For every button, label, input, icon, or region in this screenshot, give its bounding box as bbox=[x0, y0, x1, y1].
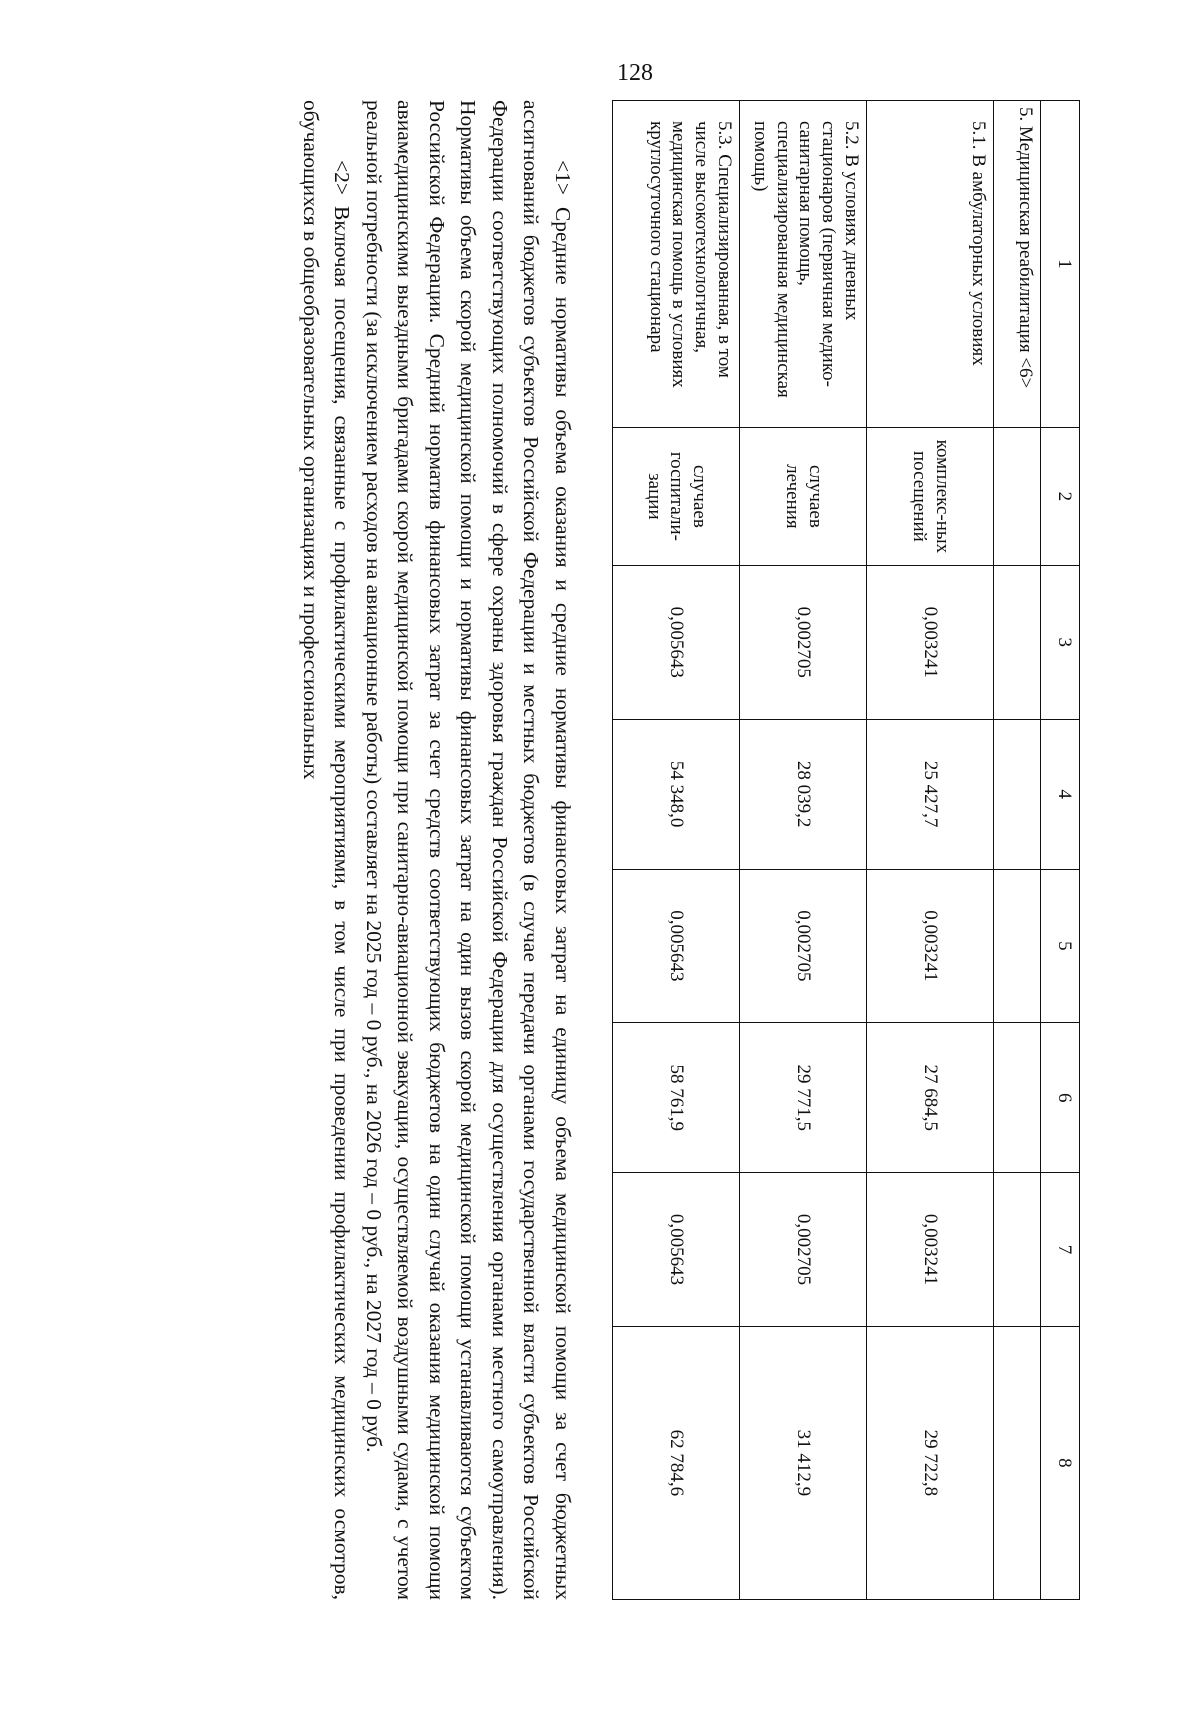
rotated-content bbox=[160, 100, 1080, 1600]
empty-cell bbox=[994, 719, 1041, 869]
cell-col3: 0,002705 bbox=[740, 566, 867, 720]
cell-col6: 58 761,9 bbox=[613, 1023, 740, 1173]
table-row bbox=[867, 101, 994, 1600]
table-row bbox=[613, 101, 740, 1600]
header-cell-5: 5 bbox=[1041, 869, 1080, 1023]
cell-col5: 0,005643 bbox=[613, 869, 740, 1023]
cell-col4: 28 039,2 bbox=[740, 719, 867, 869]
header-cell-4: 4 bbox=[1041, 719, 1080, 869]
cell-col4: 25 427,7 bbox=[867, 719, 994, 869]
header-cell-2: 2 bbox=[1041, 427, 1080, 565]
row-unit: случаев госпитали-зации bbox=[613, 427, 740, 565]
cell-col6: 27 684,5 bbox=[867, 1023, 994, 1173]
row-name: 5.1. В амбулаторных условиях bbox=[867, 101, 994, 428]
cell-col5: 0,003241 bbox=[867, 869, 994, 1023]
row-unit: случаев лечения bbox=[740, 427, 867, 565]
row-unit: комплекс-ных посещений bbox=[867, 427, 994, 565]
cell-col3: 0,005643 bbox=[613, 566, 740, 720]
header-cell-6: 6 bbox=[1041, 1023, 1080, 1173]
footnote-2: <2> Включая посещения, связанные с профилактическими мероприятиями, в том числе при проведении профилактических медицинских осмотров, обучающихся в общеобразовательных организациях и профессиональных bbox=[299, 100, 355, 1600]
cell-col4: 54 348,0 bbox=[613, 719, 740, 869]
header-cell-1: 1 bbox=[1041, 101, 1080, 428]
table-header-row bbox=[1041, 101, 1080, 1600]
section-row bbox=[994, 101, 1041, 1600]
footnotes bbox=[295, 100, 579, 1600]
cell-col6: 29 771,5 bbox=[740, 1023, 867, 1173]
empty-cell bbox=[994, 1173, 1041, 1327]
row-name: 5.2. В условиях дневных стационаров (первичная медико-санитарная помощь, специализированная медицинская помощь) bbox=[740, 101, 867, 428]
header-cell-3: 3 bbox=[1041, 566, 1080, 720]
section-title: 5. Медицинская реабилитация <6> bbox=[994, 101, 1041, 428]
table-row bbox=[740, 101, 867, 1600]
empty-cell bbox=[994, 1326, 1041, 1599]
empty-cell bbox=[994, 869, 1041, 1023]
cell-col5: 0,002705 bbox=[740, 869, 867, 1023]
cell-col3: 0,003241 bbox=[867, 566, 994, 720]
cell-col7: 0,002705 bbox=[740, 1173, 867, 1327]
footnote-1: <1> Средние нормативы объема оказания и средние нормативы финансовых затрат на единицу объема медицинской помощи за счет бюджетных ассигнований бюджетов субъектов Российской Федерации и местных бюджетов (в случае передачи органами государственной власти субъектов Российской Федерации соответствующих полномочий в сфере охраны здоровья граждан Российской Федерации для осуществления органами местного самоуправления). Нормативы объема скорой медицинской помощи и нормативы финансовых затрат на один вызов скорой медицинской помощи устанавливаются субъектом Российской Федерации. Средний норматив финансовых затрат за счет средств соответствующих бюджетов на один случай оказания медицинской помощи авиамедицинскими выездными бригадами скорой медицинской помощи при санитарно-авиационной эвакуации, осуществляемой воздушными судами, с учетом реальной потребности (за исключением расходов на авиационные работы) составляет на 2025 год – 0 руб., на 2026 год – 0 руб., на 2027 год – 0 руб. bbox=[362, 100, 575, 1600]
page-number: 128 bbox=[617, 60, 653, 86]
cell-col8: 31 412,9 bbox=[740, 1326, 867, 1599]
cell-col7: 0,005643 bbox=[613, 1173, 740, 1327]
norms-table bbox=[612, 100, 1080, 1600]
empty-cell bbox=[994, 566, 1041, 720]
cell-col8: 29 722,8 bbox=[867, 1326, 994, 1599]
row-name: 5.3. Специализированная, в том числе высокотехнологичная, медицинская помощь в условиях круглосуточного стационара bbox=[613, 101, 740, 428]
header-cell-8: 8 bbox=[1041, 1326, 1080, 1599]
cell-col8: 62 784,6 bbox=[613, 1326, 740, 1599]
empty-cell bbox=[994, 1023, 1041, 1173]
empty-cell bbox=[994, 427, 1041, 565]
header-cell-7: 7 bbox=[1041, 1173, 1080, 1327]
cell-col7: 0,003241 bbox=[867, 1173, 994, 1327]
